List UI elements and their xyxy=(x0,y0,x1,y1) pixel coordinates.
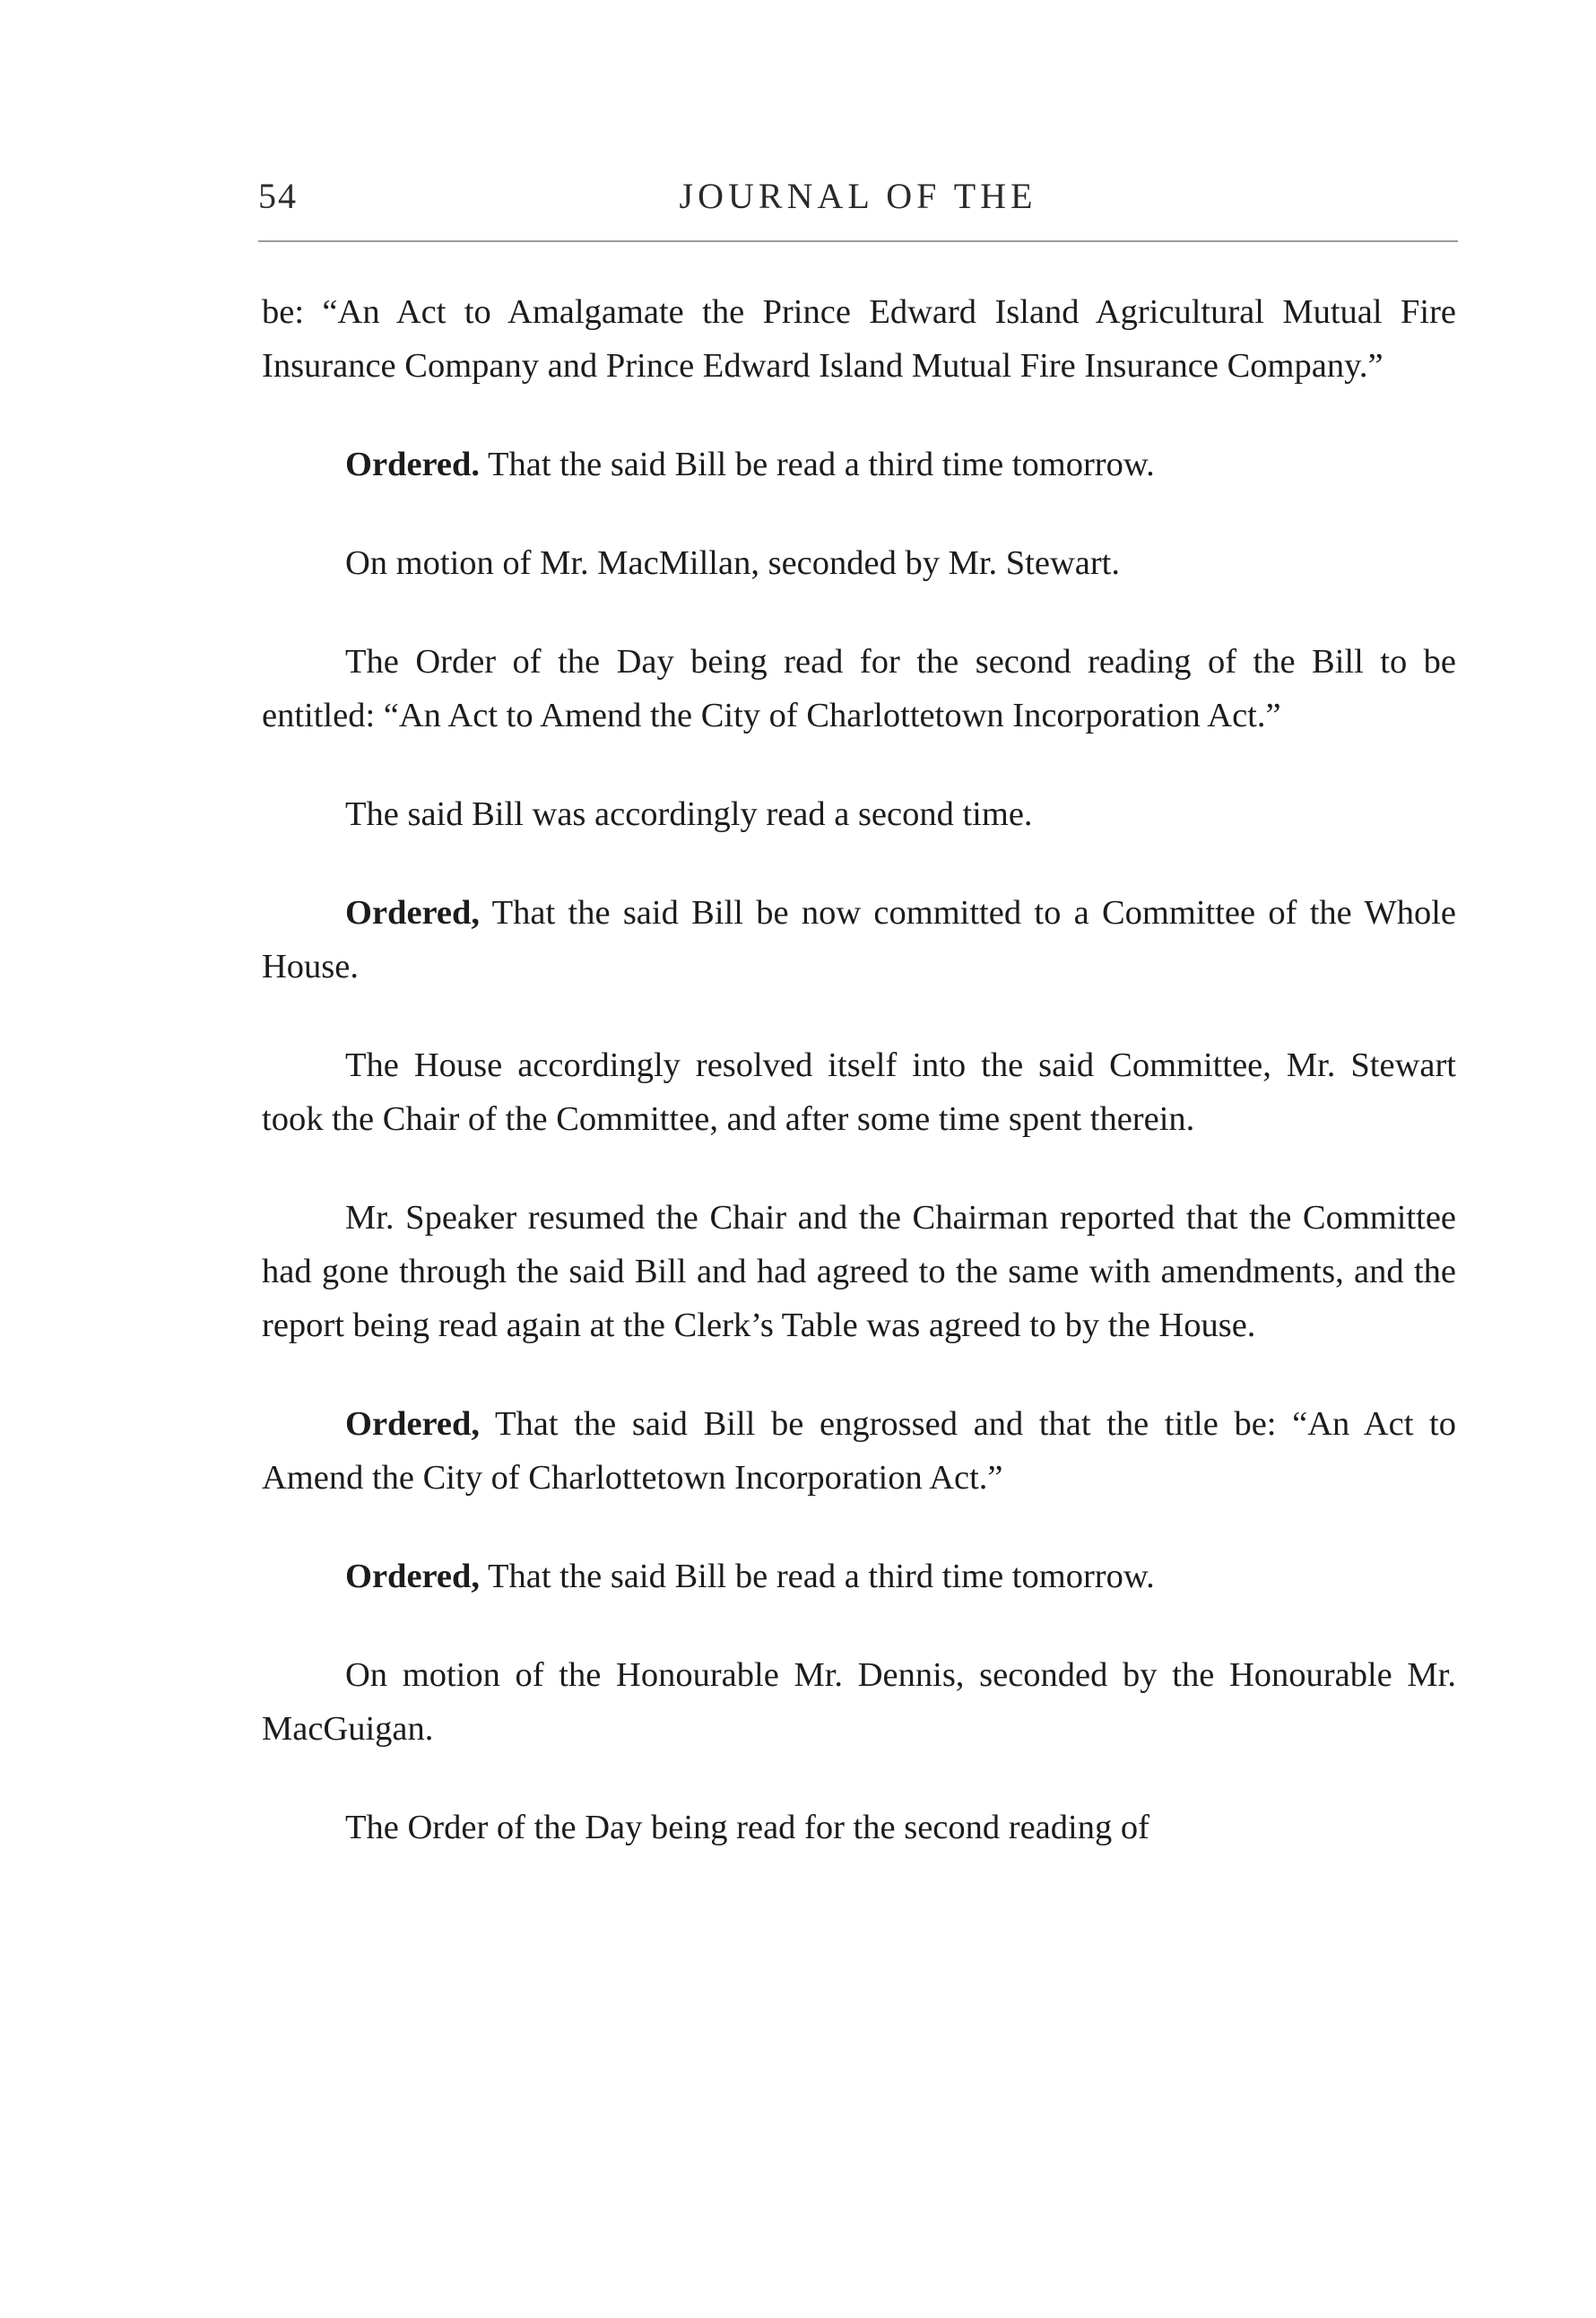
paragraph-text: Mr. Speaker resumed the Chair and the Chairman reported that the Committee had gone through the said Bill and had agreed to the same with amendments, and the report being read again at the Clerk’s Table was agreed to by the House. xyxy=(262,1199,1456,1344)
paragraph-continued-bill-title xyxy=(262,285,1456,393)
paragraph-text: That the said Bill be engrossed and that the title be: “An Act to Amend the City of Charlottetown Incorporation Act.” xyxy=(262,1405,1456,1497)
paragraph-ordered-engrossed xyxy=(262,1397,1456,1505)
paragraph-text: That the said Bill be read a third time tomorrow. xyxy=(480,1558,1155,1595)
running-head: JOURNAL OF THE xyxy=(679,176,1037,216)
paragraph-ordered-committee xyxy=(262,886,1456,994)
page-number: 54 xyxy=(258,176,298,216)
paragraph-text: That the said Bill be read a third time tomorrow. xyxy=(480,446,1155,483)
ordered-label: Ordered, xyxy=(345,1405,481,1443)
paragraph-text: On motion of the Honourable Mr. Dennis, seconded by the Honourable Mr. MacGuigan. xyxy=(262,1656,1456,1748)
paragraph-ordered-third-reading xyxy=(262,438,1456,491)
paragraph-order-of-day xyxy=(262,635,1456,742)
paragraph-motion xyxy=(262,1648,1456,1756)
paragraph-committee-of-whole xyxy=(262,1038,1456,1146)
page-header xyxy=(258,175,1458,229)
paragraph-text: The Order of the Day being read for the second reading of xyxy=(345,1809,1149,1846)
paragraph-order-of-day xyxy=(262,1801,1456,1854)
ordered-label: Ordered. xyxy=(345,446,481,483)
paragraph-text: On motion of Mr. MacMillan, seconded by Mr. Stewart. xyxy=(345,544,1120,582)
ordered-label: Ordered, xyxy=(345,1558,481,1595)
paragraph-text: be: “An Act to Amalgamate the Prince Edward Island Agricultural Mutual Fire Insurance Company and Prince Edward Island Mutual Fire Insurance Company.” xyxy=(262,293,1456,385)
paragraph-speaker-report xyxy=(262,1191,1456,1352)
paragraph-text: The House accordingly resolved itself into the said Committee, Mr. Stewart took the Chair of the Committee, and after some time spent therein. xyxy=(262,1046,1456,1138)
paragraph-text: That the said Bill be now committed to a Committee of the Whole House. xyxy=(262,894,1456,985)
paragraph-motion xyxy=(262,536,1456,590)
ordered-label: Ordered, xyxy=(345,894,481,932)
paragraph-text: The said Bill was accordingly read a second time. xyxy=(345,795,1033,833)
paragraph-second-reading xyxy=(262,787,1456,841)
paragraph-ordered-third-reading xyxy=(262,1550,1456,1603)
journal-text xyxy=(262,285,1456,1854)
paragraph-text: The Order of the Day being read for the second reading of the Bill to be entitled: “An Act to Amend the City of Charlottetown Incorporation Act.” xyxy=(262,643,1456,734)
header-rule xyxy=(258,240,1458,242)
